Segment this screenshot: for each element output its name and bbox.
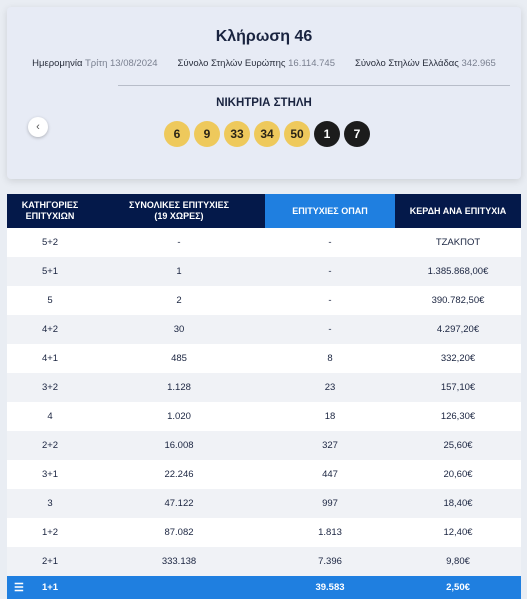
cell-opap-wins: 447	[322, 469, 338, 480]
cell-total-wins: -	[177, 237, 181, 248]
cell-prize: 25,60€	[443, 440, 473, 451]
cell-opap-wins: 997	[322, 498, 338, 509]
col-header-prize: ΚΕΡΔΗ ΑΝΑ ΕΠΙΤΥΧΙΑ	[409, 205, 507, 216]
cell-opap-wins: 18	[324, 411, 336, 422]
date-label: Ημερομηνία	[32, 58, 83, 69]
cell-prize: 9,80€	[446, 556, 470, 567]
cell-total-wins: 87.082	[164, 527, 194, 538]
cell-prize: 20,60€	[443, 469, 473, 480]
cell-prize: 157,10€	[440, 382, 476, 393]
cell-opap-wins: -	[328, 237, 332, 248]
cell-total-wins: 1.020	[167, 411, 191, 422]
cell-prize: 126,30€	[440, 411, 476, 422]
cell-category: 3	[47, 498, 53, 509]
cell-category: 2+1	[41, 556, 59, 567]
cell-category: 4+1	[41, 353, 59, 364]
table-row	[7, 257, 521, 286]
draw-meta	[7, 58, 521, 69]
table-row	[7, 489, 521, 518]
cell-category: 5	[47, 295, 53, 306]
cell-category: 5+2	[41, 237, 59, 248]
main-number-ball: 50	[284, 121, 310, 147]
chevron-left-icon: ‹	[36, 121, 40, 133]
cell-category: 3+2	[41, 382, 59, 393]
table-row	[7, 431, 521, 460]
cell-total-wins: 1.128	[167, 382, 191, 393]
cell-total-wins: 333.138	[161, 556, 197, 567]
euro-number-ball: 7	[344, 121, 370, 147]
cell-total-wins: 2	[176, 295, 182, 306]
draw-summary-card	[7, 7, 521, 179]
cell-total-wins: 30	[173, 324, 185, 335]
table-row	[7, 402, 521, 431]
cell-prize: 390.782,50€	[431, 295, 485, 306]
table-row	[7, 286, 521, 315]
cell-category: 3+1	[41, 469, 59, 480]
filter-icon[interactable]: ☰	[14, 582, 24, 594]
table-row	[7, 547, 521, 576]
cell-opap-wins: 1.813	[318, 527, 342, 538]
draw-title: Κλήρωση 46	[215, 28, 313, 45]
table-row	[7, 373, 521, 402]
europe-total-value: 16.114.745	[288, 58, 335, 69]
table-row	[7, 344, 521, 373]
europe-total-info	[178, 58, 335, 69]
cell-category: 1+2	[41, 527, 59, 538]
table-row	[7, 576, 521, 599]
cell-opap-wins: 8	[327, 353, 333, 364]
greece-total-value: 342.965	[461, 58, 496, 69]
cell-category: 5+1	[41, 266, 59, 277]
previous-draw-button[interactable]	[28, 117, 48, 137]
cell-opap-wins: 327	[322, 440, 338, 451]
cell-prize: ΤΖΑΚΠΟΤ	[435, 237, 481, 248]
cell-opap-wins: -	[328, 324, 332, 335]
cell-total-wins: 22.246	[164, 469, 194, 480]
main-number-ball: 6	[164, 121, 190, 147]
cell-total-wins: 47.122	[164, 498, 194, 509]
cell-prize: 332,20€	[440, 353, 476, 364]
table-body	[7, 228, 521, 599]
table-row	[7, 518, 521, 547]
cell-prize: 18,40€	[443, 498, 473, 509]
table-row	[7, 460, 521, 489]
table-header	[7, 194, 521, 228]
cell-total-wins: 1	[176, 266, 182, 277]
main-number-ball: 9	[194, 121, 220, 147]
cell-category: 4+2	[41, 324, 59, 335]
main-number-ball: 34	[254, 121, 280, 147]
euro-number-ball: 1	[314, 121, 340, 147]
greece-total-info	[355, 58, 496, 69]
col-header-category: ΚΑΤΗΓΟΡΙΕΣ ΕΠΙΤΥΧΙΩΝ	[21, 200, 79, 221]
cell-opap-wins: 39.583	[315, 582, 345, 593]
table-row	[7, 228, 521, 257]
cell-category: 1+1	[41, 582, 59, 593]
divider	[118, 85, 510, 86]
prize-table	[7, 194, 521, 594]
main-number-ball: 33	[224, 121, 250, 147]
cell-opap-wins: -	[328, 295, 332, 306]
winning-numbers	[164, 121, 374, 147]
cell-total-wins: 16.008	[164, 440, 194, 451]
cell-prize: 4.297,20€	[436, 324, 480, 335]
cell-prize: 2,50€	[446, 582, 470, 593]
winning-column-label: ΝΙΚΗΤΡΙΑ ΣΤΗΛΗ	[216, 97, 312, 109]
cell-opap-wins: 7.396	[318, 556, 342, 567]
cell-prize: 12,40€	[443, 527, 473, 538]
greece-total-label: Σύνολο Στηλών Ελλάδας	[354, 58, 459, 69]
cell-category: 4	[47, 411, 53, 422]
table-row	[7, 315, 521, 344]
col-header-total-wins: ΣΥΝΟΛΙΚΕΣ ΕΠΙΤΥΧΙΕΣ (19 ΧΩΡΕΣ)	[129, 200, 229, 221]
cell-prize: 1.385.868,00€	[427, 266, 489, 277]
cell-opap-wins: 23	[324, 382, 336, 393]
col-header-opap-wins: ΕΠΙΤΥΧΙΕΣ ΟΠΑΠ	[265, 194, 395, 228]
date-value: Τρίτη 13/08/2024	[85, 58, 158, 69]
cell-category: 2+2	[41, 440, 59, 451]
cell-total-wins: 485	[171, 353, 187, 364]
cell-opap-wins: -	[328, 266, 332, 277]
date-info	[32, 58, 157, 69]
europe-total-label: Σύνολο Στηλών Ευρώπης	[177, 58, 286, 69]
